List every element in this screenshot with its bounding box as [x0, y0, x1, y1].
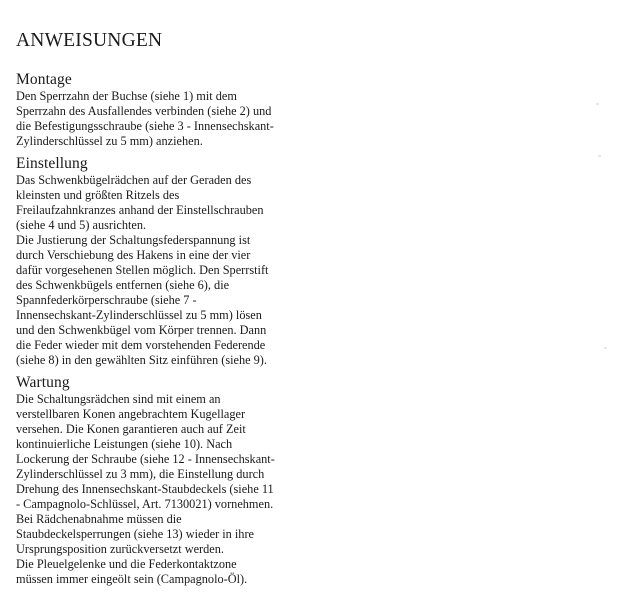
text-line: dafür vorgesehenen Stellen möglich. Den Sperrstift — [16, 263, 269, 277]
scan-speck — [596, 103, 599, 105]
scan-speck — [598, 155, 601, 157]
text-line: müssen immer eingeölt sein (Campagnolo-Öl). — [16, 572, 248, 586]
text-line: Freilaufzahnkranzes anhand der Einstellschrauben — [16, 203, 264, 217]
text-line: Drehung des Innensechskant-Staubdeckels (siehe 11 — [16, 482, 274, 496]
text-line: Ursprungsposition zurückversetzt werden. — [16, 542, 224, 556]
text-line: Bei Rädchenabnahme müssen die — [16, 512, 182, 526]
text-line: kleinsten und größten Ritzels des — [16, 188, 180, 202]
text-line: Staubdeckelsperrungen (siehe 13) wieder in ihre — [16, 527, 254, 541]
text-line: - Campagnolo-Schlüssel, Art. 7130021) vornehmen. — [16, 497, 274, 511]
section-montage — [16, 70, 346, 149]
text-line: Den Sperrzahn der Buchse (siehe 1) mit dem — [16, 89, 237, 103]
section-body-wartung — [16, 392, 346, 587]
text-line: des Schwenkbügels entfernen (siehe 6), die — [16, 278, 230, 292]
text-line: versehen. Die Konen garantieren auch auf Zeit — [16, 422, 246, 436]
text-line: die Feder wieder mit dem vorstehenden Federende — [16, 338, 266, 352]
text-line: Lockerung der Schraube (siehe 12 - Innensechskant- — [16, 452, 275, 466]
document-title: ANWEISUNGEN — [16, 30, 163, 51]
text-line: (siehe 8) in den gewählten Sitz einführen (siehe 9). — [16, 353, 267, 367]
section-wartung — [16, 373, 346, 587]
text-line: Zylinderschlüssel zu 5 mm) anziehen. — [16, 134, 203, 148]
section-heading-einstellung: Einstellung — [16, 155, 88, 172]
text-line: Die Schaltungsrädchen sind mit einem an — [16, 392, 221, 406]
text-line: Sperrzahn des Ausfallendes verbinden (siehe 2) und — [16, 104, 272, 118]
section-body-einstellung — [16, 173, 346, 368]
text-line: Die Pleuelgelenke und die Federkontaktzone — [16, 557, 237, 571]
text-line: (siehe 4 und 5) ausrichten. — [16, 218, 147, 232]
text-line: Das Schwenkbügelrädchen auf der Geraden des — [16, 173, 252, 187]
section-body-montage — [16, 89, 346, 149]
section-heading-wartung: Wartung — [16, 374, 70, 391]
text-line: Spannfederkörperschraube (siehe 7 - — [16, 293, 197, 307]
text-line: Innensechskant-Zylinderschlüssel zu 5 mm) lösen — [16, 308, 262, 322]
text-line: die Befestigungsschraube (siehe 3 - Innensechskant- — [16, 119, 274, 133]
text-line: verstellbaren Konen angebrachtem Kugellager — [16, 407, 246, 421]
text-line: durch Verschiebung des Hakens in eine der vier — [16, 248, 251, 262]
section-einstellung — [16, 154, 346, 368]
scan-speck — [604, 347, 607, 349]
section-heading-montage: Montage — [16, 71, 72, 88]
text-line: Die Justierung der Schaltungsfederspannung ist — [16, 233, 251, 247]
text-line: kontinuierliche Leistungen (siehe 10). Nach — [16, 437, 233, 451]
text-line: und den Schwenkbügel vom Körper trennen. Dann — [16, 323, 267, 337]
text-line: Zylinderschlüssel zu 3 mm), die Einstellung durch — [16, 467, 265, 481]
instruction-page — [16, 30, 346, 592]
